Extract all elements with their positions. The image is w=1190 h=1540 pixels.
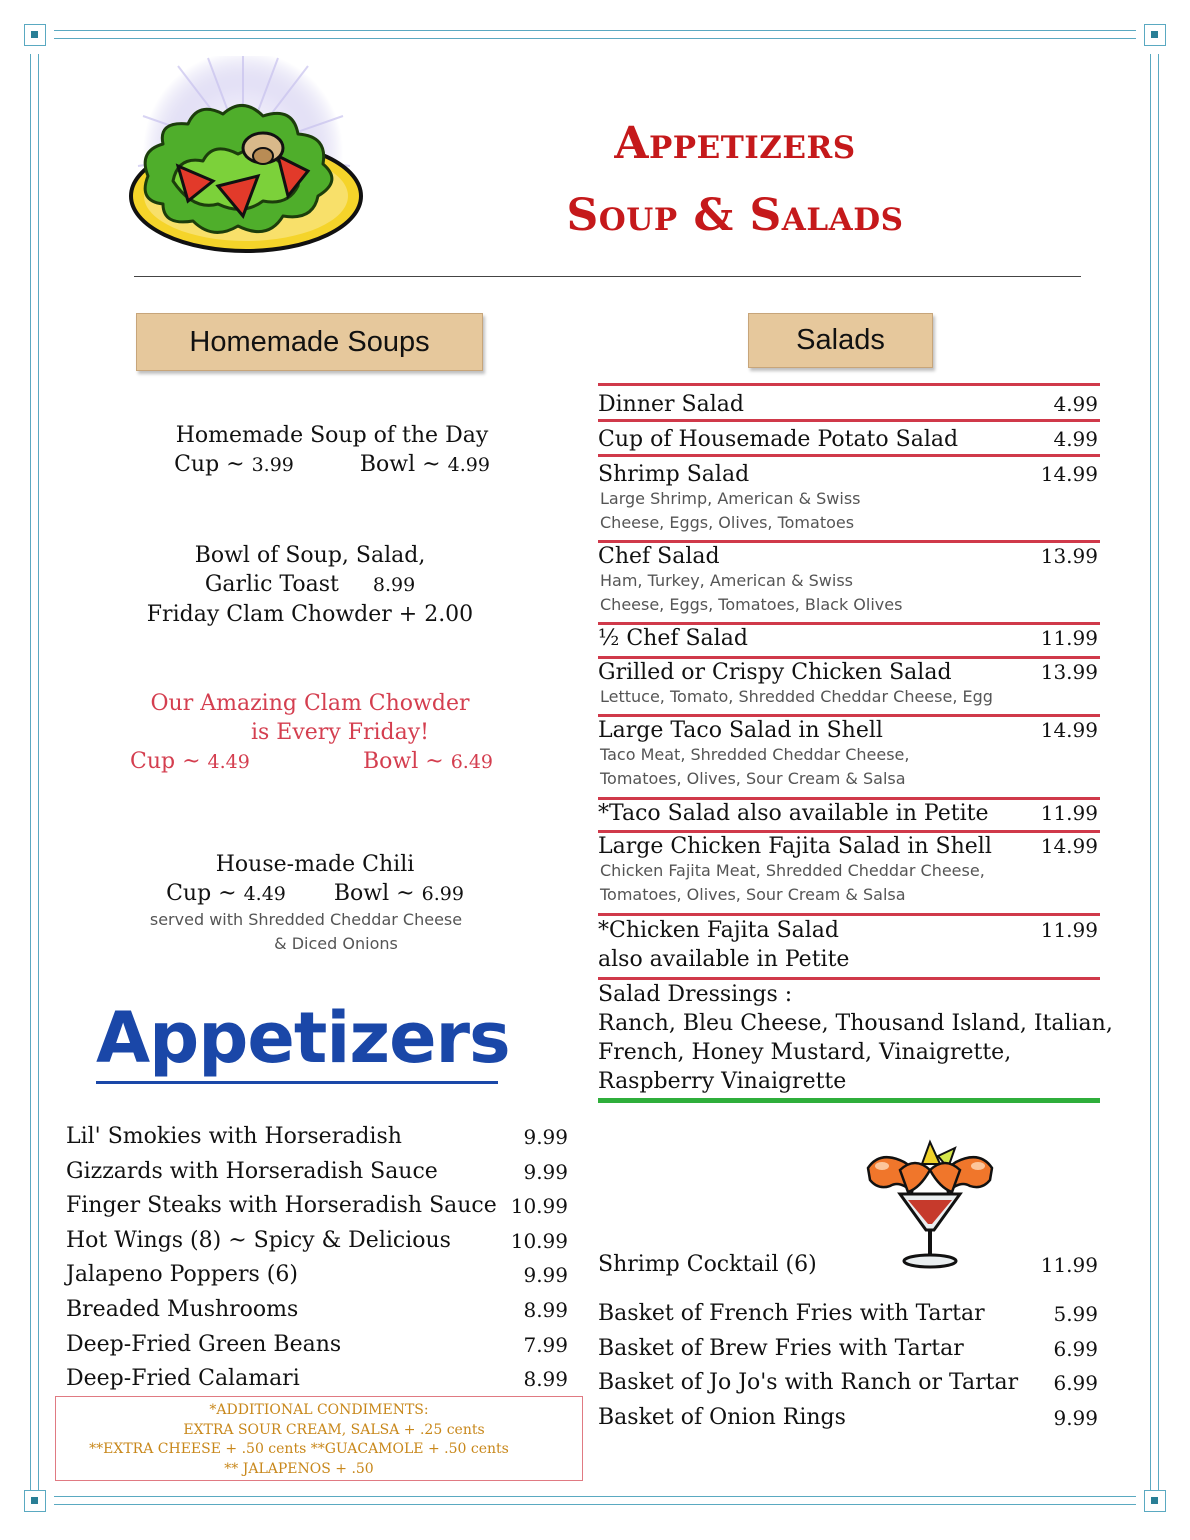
salad-rule: [598, 454, 1100, 457]
appetizer-item: [66, 1293, 568, 1327]
item-name: Lil' Smokies with Horseradish: [66, 1124, 402, 1149]
item-price: 10.99: [510, 1228, 568, 1253]
item-price: 11.99: [1040, 1253, 1098, 1277]
page-title-line1: Appetizers: [614, 118, 856, 169]
item-name: Deep-Fried Calamari: [66, 1366, 300, 1392]
item-name: Cup of Housemade Potato Salad: [598, 427, 959, 452]
soup-of-day: [112, 421, 552, 480]
item-name: Large Taco Salad in Shell: [598, 718, 883, 743]
item-price: 9.99: [523, 1263, 568, 1288]
item-description: Cheese, Eggs, Tomatoes, Black Olives: [600, 595, 903, 614]
item-price: 8.99: [523, 1298, 568, 1322]
item-name: Dinner Salad: [598, 392, 744, 417]
frame-bottom: [54, 1496, 1136, 1505]
item-price: 4.99: [1053, 427, 1098, 451]
clam-chowder: [100, 689, 540, 747]
item-price: 13.99: [1040, 660, 1098, 684]
item-price: 9.99: [523, 1159, 568, 1184]
item-name: ½ Chef Salad: [598, 626, 748, 651]
basket-item: [598, 1332, 1098, 1366]
item-name: Deep-Fried Green Beans: [66, 1331, 342, 1357]
item-name: Basket of French Fries with Tartar: [598, 1301, 985, 1326]
item-name: Basket of Onion Rings: [598, 1404, 846, 1430]
item-price: 10.99: [510, 1194, 568, 1219]
soup-combo-line2: Garlic Toast 8.99: [204, 572, 416, 597]
item-price: 6.99: [1053, 1371, 1098, 1396]
page-title-line2: Soup & Salads: [566, 190, 904, 241]
basket-item: [598, 1297, 1098, 1331]
salad-plate-icon: [118, 56, 368, 266]
chowder-line1: Our Amazing Clam Chowder: [150, 691, 470, 716]
item-price: 11.99: [1040, 918, 1098, 942]
item-name: Chef Salad: [598, 544, 720, 569]
item-price: 14.99: [1040, 462, 1098, 486]
item-name: *Taco Salad also available in Petite: [598, 801, 989, 826]
shrimp-cocktail-row: [598, 1248, 1098, 1282]
item-name: Gizzards with Horseradish Sauce: [66, 1158, 438, 1184]
item-price: 11.99: [1040, 801, 1098, 825]
item-name: *Chicken Fajita Salad: [598, 918, 839, 943]
appetizer-item: [66, 1258, 568, 1292]
item-name: Shrimp Cocktail (6): [598, 1252, 817, 1277]
item-price: 9.99: [523, 1125, 568, 1149]
item-price: 4.99: [1053, 392, 1098, 416]
dressings-label: Salad Dressings :: [598, 982, 793, 1007]
frame-corner-icon: [1144, 24, 1166, 46]
soup-of-day-prices: Cup ~ 3.99 Bowl ~ 4.99: [174, 452, 490, 477]
condiments-line: ** JALAPENOS + .50: [224, 1460, 374, 1477]
chowder-line2: is Every Friday!: [250, 720, 430, 745]
chili-name: House-made Chili: [215, 852, 415, 877]
condiments-line: EXTRA SOUR CREAM, SALSA + .25 cents: [183, 1421, 485, 1438]
appetizer-item: [66, 1362, 568, 1396]
item-name: Basket of Jo Jo's with Ranch or Tartar: [598, 1370, 1019, 1396]
soups-banner: Homemade Soups: [136, 313, 483, 371]
salads-banner: Salads: [748, 313, 933, 368]
condiments-line: *ADDITIONAL CONDIMENTS:: [209, 1402, 429, 1418]
item-name: Shrimp Salad: [598, 462, 750, 487]
item-name: Large Chicken Fajita Salad in Shell: [598, 834, 992, 859]
frame-left: [30, 54, 39, 1492]
frame-corner-icon: [1144, 1490, 1166, 1512]
item-name: Grilled or Crispy Chicken Salad: [598, 660, 952, 685]
item-name: Breaded Mushrooms: [66, 1297, 299, 1322]
appetizer-item: [66, 1155, 568, 1189]
item-name: Basket of Brew Fries with Tartar: [598, 1335, 964, 1361]
frame-right: [1150, 54, 1159, 1492]
item-name: Jalapeno Poppers (6): [66, 1262, 298, 1288]
item-name-line2: also available in Petite: [598, 947, 850, 972]
basket-item: [598, 1366, 1098, 1400]
appetizer-item: [66, 1224, 568, 1258]
chili-prices: Cup ~ 4.49 Bowl ~ 6.99: [166, 881, 464, 906]
item-description: Cheese, Eggs, Olives, Tomatoes: [600, 513, 855, 532]
salad-end-rule: [598, 1098, 1100, 1103]
item-price: 14.99: [1040, 718, 1098, 742]
basket-item: [598, 1401, 1098, 1435]
item-description: Lettuce, Tomato, Shredded Cheddar Cheese, Egg: [600, 687, 993, 706]
item-name: Finger Steaks with Horseradish Sauce: [66, 1193, 497, 1219]
item-price: 11.99: [1040, 626, 1098, 650]
soup-combo-line1: Bowl of Soup, Salad,: [194, 543, 426, 568]
item-description: Chicken Fajita Meat, Shredded Cheddar Cheese,: [600, 861, 985, 880]
condiments-box: [55, 1396, 583, 1481]
item-name: Hot Wings (8) ~ Spicy & Delicious: [66, 1227, 451, 1253]
item-price: 13.99: [1040, 544, 1098, 568]
chili-note: served with Shredded Cheddar Cheese & Diced Onions: [149, 910, 463, 953]
dressings-line: French, Honey Mustard, Vinaigrette,: [598, 1040, 1012, 1065]
salad-rule: [598, 383, 1100, 386]
frame-corner-icon: [24, 24, 46, 46]
dressings-line: Raspberry Vinaigrette: [598, 1069, 847, 1094]
appetizer-item: [66, 1120, 568, 1154]
item-description: Large Shrimp, American & Swiss: [600, 489, 861, 508]
appetizer-item: [66, 1328, 568, 1362]
salad-rule: [598, 419, 1100, 422]
item-price: 9.99: [1053, 1405, 1098, 1430]
item-description: Ham, Turkey, American & Swiss: [600, 571, 853, 590]
item-description: Tomatoes, Olives, Sour Cream & Salsa: [600, 769, 906, 788]
item-description: Tomatoes, Olives, Sour Cream & Salsa: [600, 885, 906, 904]
soup-of-day-name: Homemade Soup of the Day: [175, 423, 489, 448]
dressings-line: Ranch, Bleu Cheese, Thousand Island, Italian,: [598, 1011, 1113, 1036]
item-price: 5.99: [1053, 1302, 1098, 1326]
item-description: Taco Meat, Shredded Cheddar Cheese,: [600, 745, 910, 764]
soup-combo-line3: Friday Clam Chowder + 2.00: [146, 602, 474, 627]
chowder-cup: Cup ~ 4.49: [130, 749, 250, 774]
header-divider: [134, 276, 1081, 277]
frame-top: [54, 30, 1136, 39]
appetizer-item: [66, 1189, 568, 1223]
frame-corner-icon: [24, 1490, 46, 1512]
item-price: 14.99: [1040, 834, 1098, 858]
soup-combo: [100, 541, 520, 629]
chowder-bowl: Bowl ~ 6.49: [363, 749, 494, 774]
item-price: 8.99: [523, 1367, 568, 1392]
condiments-line: **EXTRA CHEESE + .50 cents **GUACAMOLE + .50 cents: [89, 1441, 509, 1457]
item-price: 6.99: [1053, 1336, 1098, 1361]
chili: [100, 850, 530, 909]
salad-dressings: [598, 980, 1118, 1096]
appetizers-title: Appetizers: [96, 995, 498, 1084]
item-price: 7.99: [523, 1332, 568, 1357]
